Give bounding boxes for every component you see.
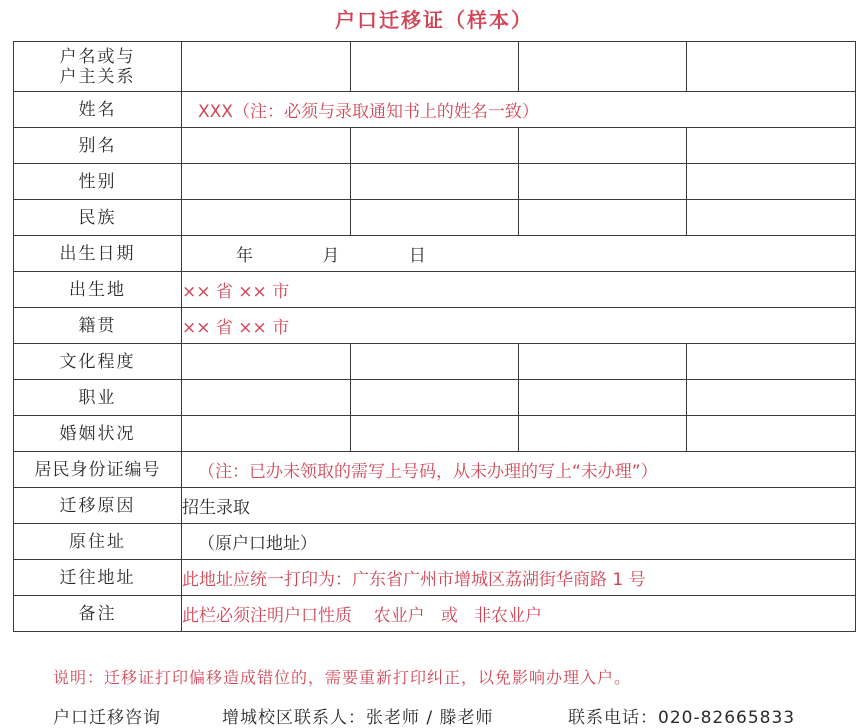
birth-day-unit: 日 — [408, 246, 426, 266]
value-birth-date[interactable] — [182, 236, 856, 272]
row-marital-status — [14, 416, 856, 452]
cell-ethnicity-3[interactable] — [519, 200, 687, 236]
contact-phone: 联系电话：020-82665833 — [568, 708, 796, 728]
row-reason — [14, 488, 856, 524]
label-occupation: 职业 — [14, 380, 182, 416]
value-birthplace[interactable]: ×× 省 ×× 市 — [182, 272, 856, 308]
row-gender — [14, 164, 856, 200]
page-title: 户口迁移证（样本） — [335, 8, 533, 32]
label-reason: 迁移原因 — [14, 488, 182, 524]
cell-ethnicity-1[interactable] — [182, 200, 351, 236]
row-id-number — [14, 452, 856, 488]
label-name: 姓名 — [14, 92, 182, 128]
cell-education-1[interactable] — [182, 344, 351, 380]
row-alias — [14, 128, 856, 164]
cell-relation-2[interactable] — [351, 42, 519, 92]
cell-alias-1[interactable] — [182, 128, 351, 164]
cell-alias-2[interactable] — [351, 128, 519, 164]
cell-occupation-2[interactable] — [351, 380, 519, 416]
value-destination-address[interactable]: 此地址应统一打印为：广东省广州市增城区荔湖街华商路 1 号 — [182, 560, 856, 596]
consult-label: 户口迁移咨询 — [53, 708, 161, 728]
row-birthplace — [14, 272, 856, 308]
label-alias: 别名 — [14, 128, 182, 164]
label-remarks: 备注 — [14, 596, 182, 632]
cell-ethnicity-4[interactable] — [687, 200, 856, 236]
row-education — [14, 344, 856, 380]
cell-marital-1[interactable] — [182, 416, 351, 452]
row-name — [14, 92, 856, 128]
value-name[interactable]: XXX（注：必须与录取通知书上的姓名一致） — [182, 92, 856, 128]
label-birthplace: 出生地 — [14, 272, 182, 308]
row-relation — [14, 42, 856, 92]
cell-relation-3[interactable] — [519, 42, 687, 92]
cell-education-3[interactable] — [519, 344, 687, 380]
label-birth-date: 出生日期 — [14, 236, 182, 272]
label-original-address: 原住址 — [14, 524, 182, 560]
contact-persons: 增城校区联系人：张老师 / 滕老师 — [222, 708, 494, 728]
value-id-number[interactable]: （注：已办未领取的需写上号码，从未办理的写上“未办理”） — [182, 452, 856, 488]
cell-gender-2[interactable] — [351, 164, 519, 200]
label-gender: 性别 — [14, 164, 182, 200]
cell-alias-3[interactable] — [519, 128, 687, 164]
birth-month-unit: 月 — [322, 246, 340, 266]
cell-gender-3[interactable] — [519, 164, 687, 200]
migration-certificate-table — [13, 41, 856, 632]
footer-note: 说明：迁移证打印偏移造成错位的，需要重新打印纠正，以免影响办理入户。 — [53, 668, 632, 687]
cell-occupation-4[interactable] — [687, 380, 856, 416]
value-remarks[interactable]: 此栏必须注明户口性质 农业户 或 非农业户 — [182, 596, 856, 632]
label-education: 文化程度 — [14, 344, 182, 380]
row-birth-date — [14, 236, 856, 272]
cell-relation-4[interactable] — [687, 42, 856, 92]
value-reason[interactable]: 招生录取 — [182, 488, 856, 524]
cell-marital-2[interactable] — [351, 416, 519, 452]
row-original-address — [14, 524, 856, 560]
label-destination-address: 迁往地址 — [14, 560, 182, 596]
cell-marital-4[interactable] — [687, 416, 856, 452]
value-native-place[interactable]: ×× 省 ×× 市 — [182, 308, 856, 344]
cell-ethnicity-2[interactable] — [351, 200, 519, 236]
row-ethnicity — [14, 200, 856, 236]
cell-gender-4[interactable] — [687, 164, 856, 200]
cell-marital-3[interactable] — [519, 416, 687, 452]
cell-gender-1[interactable] — [182, 164, 351, 200]
label-relation: 户名或与 户主关系 — [14, 42, 182, 92]
cell-alias-4[interactable] — [687, 128, 856, 164]
cell-occupation-1[interactable] — [182, 380, 351, 416]
value-original-address[interactable]: （原户口地址） — [182, 524, 856, 560]
label-marital-status: 婚姻状况 — [14, 416, 182, 452]
label-native-place: 籍贯 — [14, 308, 182, 344]
label-ethnicity: 民族 — [14, 200, 182, 236]
row-destination-address — [14, 560, 856, 596]
row-remarks — [14, 596, 856, 632]
row-occupation — [14, 380, 856, 416]
cell-education-2[interactable] — [351, 344, 519, 380]
cell-relation-1[interactable] — [182, 42, 351, 92]
row-native-place — [14, 308, 856, 344]
cell-education-4[interactable] — [687, 344, 856, 380]
label-id-number: 居民身份证编号 — [14, 452, 182, 488]
cell-occupation-3[interactable] — [519, 380, 687, 416]
birth-year-unit: 年 — [236, 246, 253, 266]
